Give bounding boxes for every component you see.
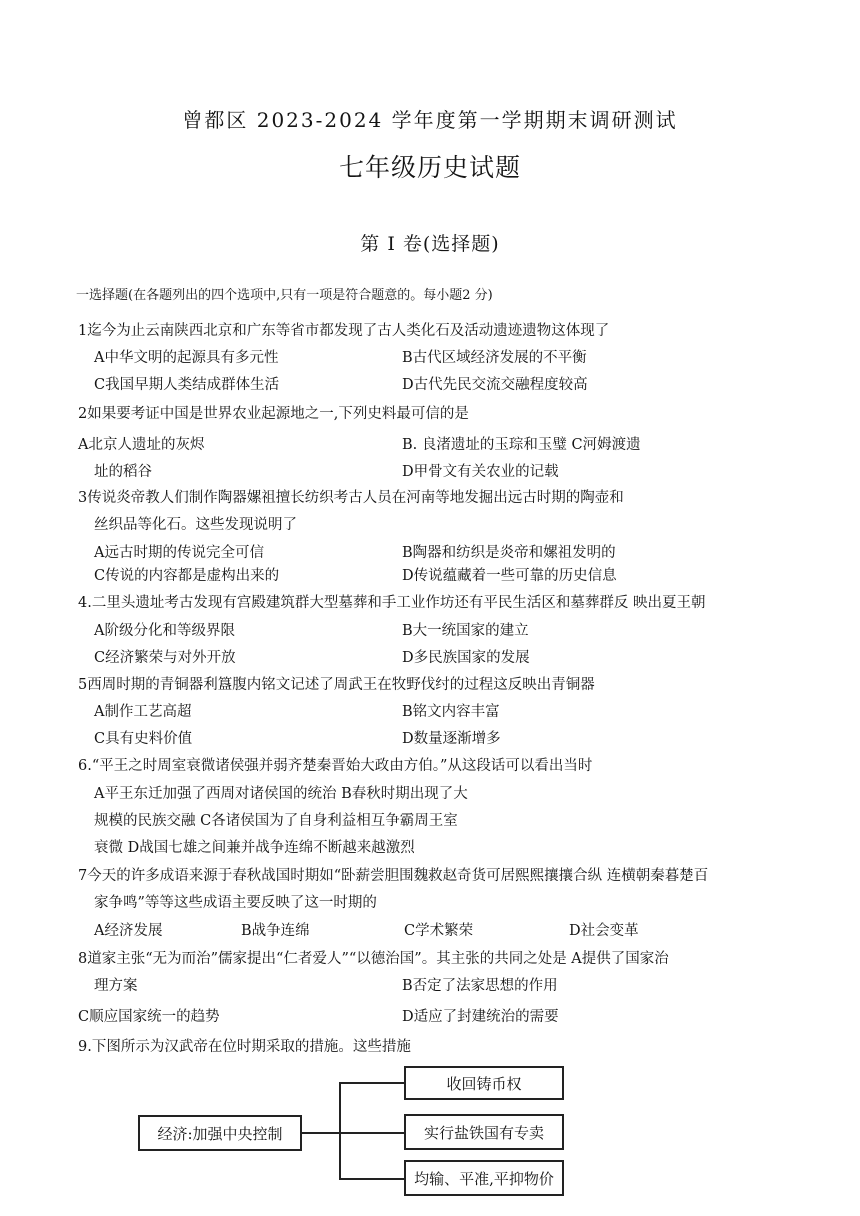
diagram-root-box: 经济:加强中央控制 [138, 1115, 302, 1151]
diagram-connector-vertical [339, 1082, 341, 1180]
question-6-line-2: 规模的民族交融 C各诸侯国为了自身利益相互争霸周王室 [94, 813, 458, 829]
question-1-option-b: B古代区域经济发展的不平衡 [402, 350, 587, 366]
question-4-option-b: B大一统国家的建立 [402, 623, 529, 639]
question-2-line-1: A北京人遗址的灰烬 [78, 437, 205, 453]
question-3-stem-cont: 丝织品等化石。这些发现说明了 [94, 517, 297, 533]
subject-title: 七年级历史试题 [338, 153, 521, 182]
question-7-option-a: A经济发展 [94, 923, 163, 939]
question-7-option-b: B战争连绵 [241, 923, 310, 939]
question-5-option-c: C具有史料价值 [94, 731, 193, 747]
question-5-stem: 5西周时期的青铜器利簋腹内铭文记述了周武王在牧野伐纣的过程这反映出青铜器 [78, 677, 595, 693]
question-1-option-c: C我国早期人类结成群体生活 [94, 377, 280, 393]
instructions: 一选择题(在各题列出的四个选项中,只有一项是符合题意的。每小题2 分) [76, 288, 493, 303]
question-7-option-d: D社会变革 [569, 923, 639, 939]
question-9-stem: 9.下图所示为汉武帝在位时期采取的措施。这些措施 [78, 1039, 411, 1055]
question-1-option-a: A中华文明的起源具有多元性 [94, 350, 279, 366]
question-8-line-1: 理方案 [94, 978, 138, 994]
question-1-stem: 1迄今为止云南陕西北京和广东等省市都发现了古人类化石及活动遗迹遗物这体现了 [78, 323, 610, 339]
section-title: 第 I 卷(选择题) [360, 233, 500, 255]
question-6-stem: 6.“平王之时周室衰微诸侯强并弱齐楚秦晋始大政由方伯。”从这段话可以看出当时 [78, 758, 593, 774]
question-5-option-d: D数量逐渐增多 [402, 731, 501, 747]
question-8-line-2: B否定了法家思想的作用 [402, 978, 558, 994]
question-7-stem-cont: 家争鸣”等等这些成语主要反映了这一时期的 [94, 895, 377, 911]
diagram-connector-branch-1 [339, 1082, 405, 1084]
question-3-option-b: B陶器和纺织是炎帝和嫘祖发明的 [402, 545, 616, 561]
question-2-line-4: D甲骨文有关农业的记载 [402, 464, 559, 480]
diagram-connector-branch-3 [339, 1178, 405, 1180]
question-4-option-c: C经济繁荣与对外开放 [94, 650, 236, 666]
question-7-option-c: C学术繁荣 [404, 923, 474, 939]
diagram-branch-box-3: 均输、平准,平抑物价 [404, 1160, 564, 1196]
question-3-option-a: A远古时期的传说完全可信 [94, 545, 264, 561]
question-2-line-3: 址的稻谷 [94, 464, 152, 480]
question-7-stem: 7今天的许多成语来源于春秋战国时期如“卧薪尝胆围魏救赵奇货可居熙熙攘攘合纵 连横朝秦暮楚百 [78, 868, 709, 884]
diagram-connector-main [302, 1132, 340, 1134]
exam-title: 曾都区 2023-2024 学年度第一学期期末调研测试 [182, 108, 678, 132]
question-2-line-2: B. 良渚遗址的玉琮和玉璧 C河姆渡遗 [402, 437, 641, 453]
question-1-option-d: D古代先民交流交融程度较高 [402, 377, 588, 393]
question-3-option-c: C传说的内容都是虚构出来的 [94, 568, 280, 584]
question-8-stem: 8道家主张“无为而治”儒家提出“仁者爱人”“以德治国”。其主张的共同之处是 A提供了国家治 [78, 951, 669, 967]
question-3-option-d: D传说蕴藏着一些可靠的历史信息 [402, 568, 617, 584]
question-8-line-3: C顺应国家统一的趋势 [78, 1009, 220, 1025]
question-8-line-4: D适应了封建统治的需要 [402, 1009, 559, 1025]
diagram-connector-branch-2 [339, 1132, 405, 1134]
question-5-option-a: A制作工艺高超 [94, 704, 192, 720]
diagram-branch-box-1: 收回铸币权 [404, 1066, 564, 1100]
question-4-option-a: A阶级分化和等级界限 [94, 623, 235, 639]
diagram-branch-box-2: 实行盐铁国有专卖 [404, 1114, 564, 1150]
question-3-stem: 3传说炎帝教人们制作陶器嫘祖擅长纺织考古人员在河南等地发掘出远古时期的陶壶和 [78, 490, 624, 506]
question-6-line-1: A平王东迁加强了西周对诸侯国的统治 B春秋时期出现了大 [94, 786, 468, 802]
question-6-line-3: 衰微 D战国七雄之间兼并战争连绵不断越来越激烈 [94, 840, 415, 856]
question-4-option-d: D多民族国家的发展 [402, 650, 530, 666]
question-5-option-b: B铭文内容丰富 [402, 704, 500, 720]
question-2-stem: 2如果要考证中国是世界农业起源地之一,下列史料最可信的是 [78, 406, 469, 422]
question-4-stem: 4.二里头遗址考古发现有宫殿建筑群大型墓葬和手工业作坊还有平民生活区和墓葬群反 映出夏王朝 [78, 595, 706, 611]
